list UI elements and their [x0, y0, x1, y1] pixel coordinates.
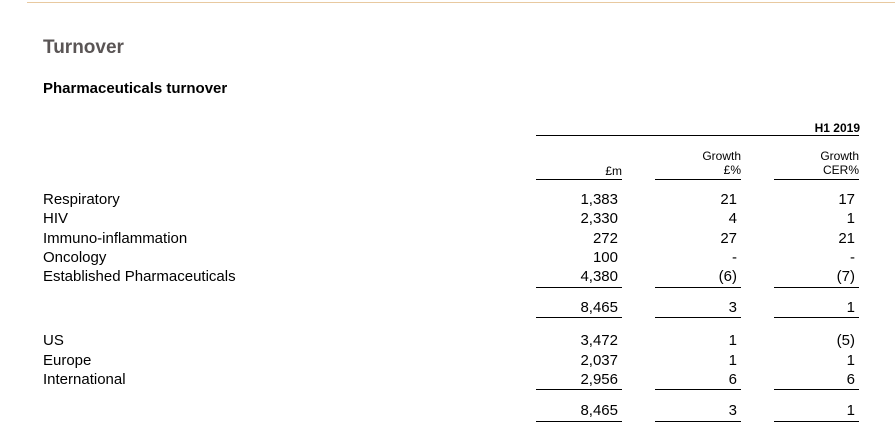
column-header-growth-gbp-line1: Growth	[702, 149, 741, 163]
row-label: HIV	[43, 210, 69, 227]
row-label: US	[43, 332, 64, 349]
cell-growth-cer: (7)	[836, 268, 855, 285]
cell-growth-cer: -	[850, 249, 855, 266]
row-label: Established Pharmaceuticals	[43, 268, 236, 285]
cell-growth-gbp-total: 3	[728, 402, 737, 419]
region-subtotal-rule-growth-cer	[774, 389, 859, 390]
column-header-growth-cer-line1: Growth	[820, 149, 859, 163]
cell-gbp-total: 8,465	[580, 402, 618, 419]
row-label: International	[43, 371, 126, 388]
column-header-growth-gbp	[655, 149, 741, 177]
total-rule-growth-cer	[774, 317, 859, 318]
region-total-rule-growth-cer	[774, 421, 859, 422]
row-label: Europe	[43, 352, 92, 369]
row-label: Immuno-inflammation	[43, 230, 188, 247]
cell-growth-gbp: 21	[720, 191, 737, 208]
header-rule-gbp	[536, 179, 622, 180]
cell-gbp: 4,380	[580, 268, 618, 285]
cell-gbp: 272	[592, 230, 618, 247]
cell-growth-cer: (5)	[836, 332, 855, 349]
cell-growth-cer-total: 1	[846, 402, 855, 419]
cell-gbp: 1,383	[580, 191, 618, 208]
cell-growth-gbp: 1	[728, 352, 737, 369]
subtotal-rule-gbp	[536, 287, 622, 288]
cell-growth-gbp: 27	[720, 230, 737, 247]
region-total-rule-gbp	[536, 421, 622, 422]
cell-growth-cer-total: 1	[846, 299, 855, 316]
cell-growth-gbp: (6)	[718, 268, 737, 285]
cell-growth-cer: 21	[838, 230, 855, 247]
column-header-gbp: £m	[605, 164, 622, 178]
region-subtotal-rule-growth-gbp	[655, 389, 741, 390]
column-header-growth-cer	[774, 149, 859, 177]
cell-gbp: 2,330	[580, 210, 618, 227]
subtotal-rule-growth-gbp	[655, 287, 741, 288]
row-label: Respiratory	[43, 191, 120, 208]
subtotal-rule-growth-cer	[774, 287, 859, 288]
cell-growth-gbp: -	[732, 249, 737, 266]
top-rule	[27, 2, 895, 3]
cell-growth-gbp: 4	[728, 210, 737, 227]
cell-gbp: 2,037	[580, 352, 618, 369]
section-title: Pharmaceuticals turnover	[43, 80, 228, 97]
period-rule	[536, 135, 859, 136]
page-title: Turnover	[43, 37, 124, 58]
total-rule-gbp	[536, 317, 622, 318]
total-rule-growth-gbp	[655, 317, 741, 318]
column-header-growth-cer-line2: CER%	[822, 163, 859, 177]
row-label: Oncology	[43, 249, 107, 266]
cell-growth-cer: 17	[838, 191, 855, 208]
cell-growth-gbp-total: 3	[728, 299, 737, 316]
cell-gbp-total: 8,465	[580, 299, 618, 316]
cell-gbp: 100	[592, 249, 618, 266]
column-header-growth-gbp-line2: £%	[723, 163, 741, 177]
cell-growth-gbp: 1	[728, 332, 737, 349]
cell-growth-cer: 1	[846, 352, 855, 369]
cell-growth-gbp: 6	[728, 371, 737, 388]
cell-gbp: 3,472	[580, 332, 618, 349]
cell-growth-cer: 6	[846, 371, 855, 388]
period-label: H1 2019	[814, 121, 860, 135]
cell-growth-cer: 1	[846, 210, 855, 227]
region-subtotal-rule-gbp	[536, 389, 622, 390]
header-rule-growth-gbp	[655, 179, 741, 180]
cell-gbp: 2,956	[580, 371, 618, 388]
header-rule-growth-cer	[774, 179, 859, 180]
region-total-rule-growth-gbp	[655, 421, 741, 422]
